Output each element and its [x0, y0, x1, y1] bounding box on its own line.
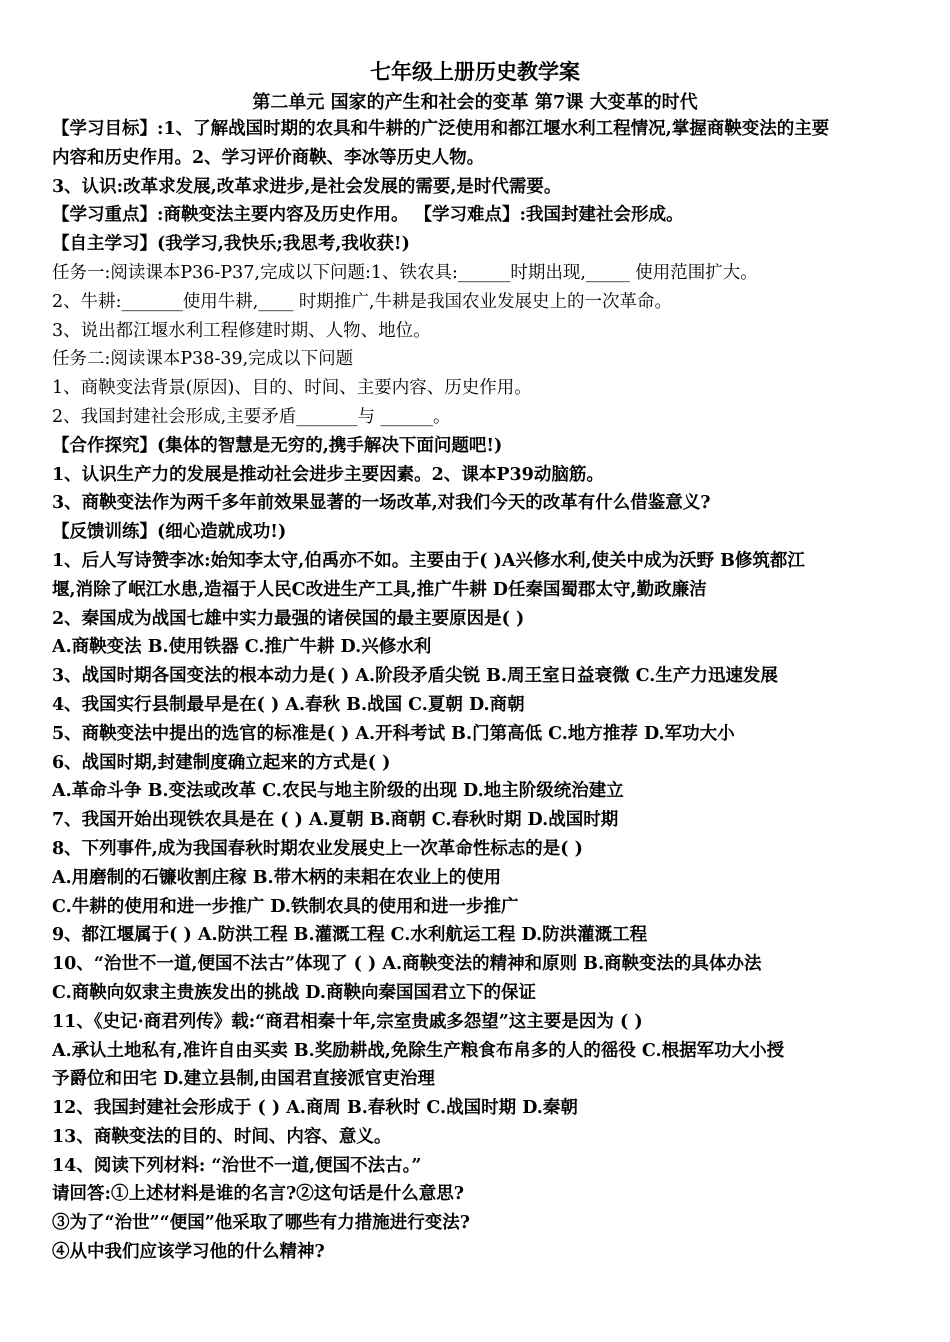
text-line: 3、认识:改革求发展,改革求进步,是社会发展的需要,是时代需要。	[52, 176, 562, 197]
text-line: 5、商鞅变法中提出的选官的标准是( ) A.开科考试 B.门第高低 C.地方推荐 D.军功大小	[52, 723, 735, 744]
text-line: C.牛耕的使用和进一步推广 D.铁制农具的使用和进一步推广	[52, 896, 519, 917]
page-title: 七年级上册历史教学案	[370, 59, 580, 84]
text-line: A.革命斗争 B.变法或改革 C.农民与地主阶级的出现 D.地主阶级统治建立	[52, 781, 624, 802]
text-line: 11、《史记·商君列传》载:“商君相秦十年,宗室贵戚多怨望”这主要是因为 ( )	[52, 1011, 643, 1032]
text-line: A.商鞅变法 B.使用铁器 C.推广牛耕 D.兴修水利	[52, 637, 432, 658]
text-line: 1、认识生产力的发展是推动社会进步主要因素。2、课本P39动脑筋。	[52, 464, 604, 485]
page-subtitle: 第二单元 国家的产生和社会的变革 第7课 大变革的时代	[252, 92, 698, 113]
text-line: 任务二:阅读课本P38-39,完成以下问题	[52, 349, 354, 370]
text-line: 7、我国开始出现铁农具是在 ( ) A.夏朝 B.商朝 C.春秋时期 D.战国时期	[52, 810, 619, 831]
worksheet-body	[52, 115, 912, 1267]
text-line: 【反馈训练】(细心造就成功!)	[52, 522, 287, 543]
text-line: A.承认土地私有,准许自由买卖 B.奖励耕战,免除生产粮食布帛多的人的徭役 C.根据军功大小授	[52, 1040, 785, 1061]
text-line: 请回答:①上述材料是谁的名言?②这句话是什么意思?	[52, 1184, 464, 1205]
text-line: 3、战国时期各国变法的根本动力是( ) A.阶段矛盾尖锐 B.周王室日益衰微 C.生产力迅速发展	[52, 666, 778, 687]
text-line: 堰,消除了岷江水患,造福于人民C改进生产工具,推广牛耕 D任秦国蜀郡太守,勤政廉洁	[52, 579, 707, 600]
text-line: 【合作探究】(集体的智慧是无穷的,携手解决下面问题吧!)	[52, 435, 503, 456]
text-line: 【学习目标】:1、了解战国时期的农具和牛耕的广泛使用和都江堰水利工程情况,掌握商鞅变法的主要	[52, 119, 830, 139]
text-line: 13、商鞅变法的目的、时间、内容、意义。	[52, 1126, 392, 1147]
text-line: 12、我国封建社会形成于 ( ) A.商周 B.春秋时 C.战国时期 D.秦朝	[52, 1098, 578, 1119]
text-line: ④从中我们应该学习他的什么精神?	[52, 1242, 325, 1263]
text-line: 【学习重点】:商鞅变法主要内容及历史作用。 【学习难点】:我国封建社会形成。	[52, 205, 684, 226]
text-line: 9、都江堰属于( ) A.防洪工程 B.灌溉工程 C.水利航运工程 D.防洪灌溉工程	[52, 925, 648, 946]
text-line: 内容和历史作用。2、学习评价商鞅、李冰等历史人物。	[52, 147, 485, 168]
text-line: 6、战国时期,封建制度确立起来的方式是( )	[52, 752, 391, 773]
text-line: 10、“治世不一道,便国不法古”体现了 ( ) A.商鞅变法的精神和原则 B.商鞅变法的具体办法	[52, 954, 762, 975]
text-line: 予爵位和田宅 D.建立县制,由国君直接派官吏治理	[52, 1069, 435, 1090]
text-line: ③为了“治世”“便国”他采取了哪些有力措施进行变法?	[52, 1213, 471, 1234]
text-line: A.用磨制的石镰收割庄稼 B.带木柄的耒耜在农业上的使用	[52, 867, 502, 888]
text-line: 2、秦国成为战国七雄中实力最强的诸侯国的最主要原因是( )	[52, 608, 525, 629]
text-line: 4、我国实行县制最早是在( ) A.春秋 B.战国 C.夏朝 D.商朝	[52, 694, 525, 715]
text-line: C.商鞅向奴隶主贵族发出的挑战 D.商鞅向秦国国君立下的保证	[52, 982, 536, 1003]
text-line: 3、商鞅变法作为两千多年前效果显著的一场改革,对我们今天的改革有什么借鉴意义?	[52, 493, 711, 514]
text-line: 2、我国封建社会形成,主要矛盾_______与 ______。	[52, 406, 451, 427]
text-line: 【自主学习】(我学习,我快乐;我思考,我收获!)	[52, 234, 410, 255]
text-line: 任务一:阅读课本P36-P37,完成以下问题:1、铁农具:______时期出现,_____ 使用范围扩大。	[52, 262, 758, 283]
text-line: 2、牛耕:_______使用牛耕,____ 时期推广,牛耕是我国农业发展史上的一次革命。	[52, 291, 672, 312]
text-line: 14、阅读下列材料: “治世不一道,便国不法古。”	[52, 1155, 422, 1176]
text-line: 1、商鞅变法背景(原因)、目的、时间、主要内容、历史作用。	[52, 378, 532, 399]
text-line: 1、后人写诗赞李冰:始知李太守,伯禹亦不如。主要由于( )A兴修水利,使关中成为沃野 B修筑都江	[52, 550, 805, 571]
text-line: 3、说出都江堰水利工程修建时期、人物、地位。	[52, 320, 431, 341]
text-line: 8、下列事件,成为我国春秋时期农业发展史上一次革命性标志的是( )	[52, 838, 583, 859]
